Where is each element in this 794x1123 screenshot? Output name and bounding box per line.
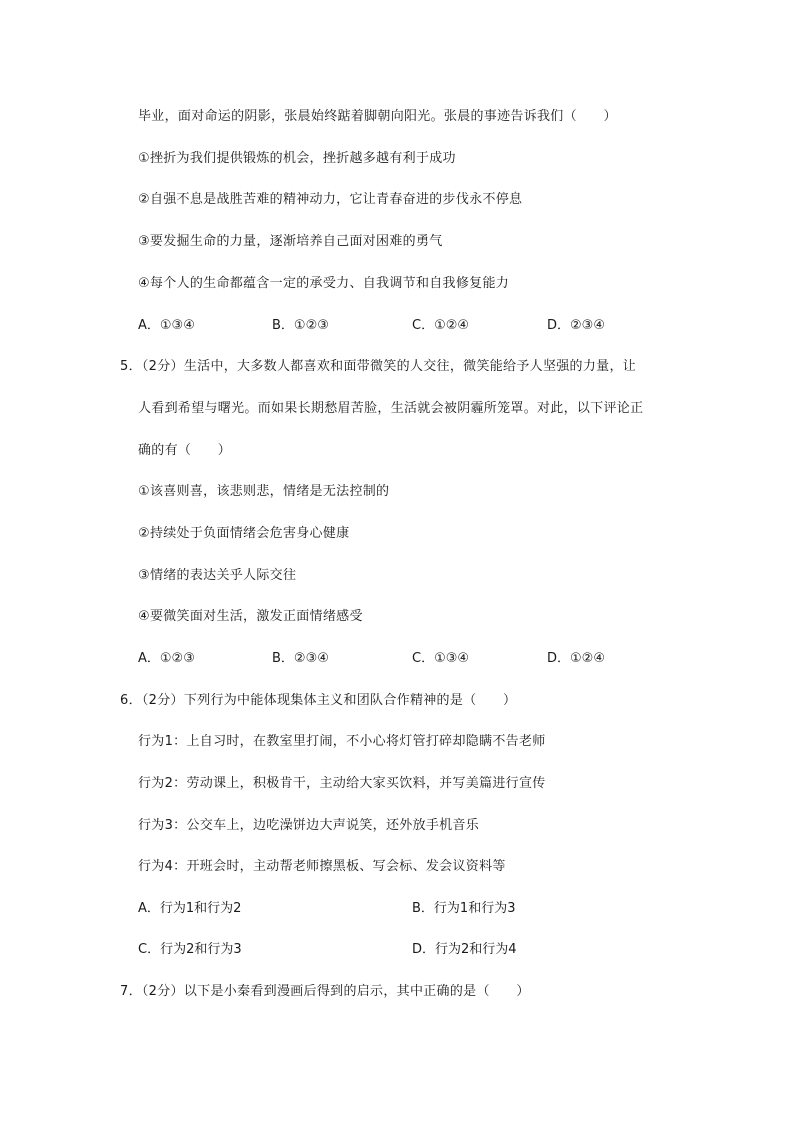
question-5-statement-4: ④要微笑面对生活，激发正面情绪感受 bbox=[138, 609, 363, 624]
question-5-stem-line-3: 确的有（ ） bbox=[138, 443, 232, 458]
question-5-option-d[interactable]: D．①②④ bbox=[547, 651, 605, 666]
question-6-behavior-2: 行为2：劳动课上，积极肯干，主动给大家买饮料，并写美篇进行宣传 bbox=[138, 776, 546, 791]
question-6-stem: 6．（2分）下列行为中能体现集体主义和团队合作精神的是（ ） bbox=[120, 693, 517, 708]
question-5-statement-3: ③情绪的表达关乎人际交往 bbox=[138, 568, 297, 583]
question-6-behavior-4: 行为4：开班会时，主动帮老师擦黑板、写会标、发会议资料等 bbox=[138, 859, 506, 874]
question-7-stem: 7．（2分）以下是小秦看到漫画后得到的启示，其中正确的是（ ） bbox=[120, 984, 530, 999]
question-4-option-b[interactable]: B．①②③ bbox=[272, 318, 329, 333]
question-6-behavior-1: 行为1：上自习时，在教室里打闹，不小心将灯管打碎却隐瞒不告老师 bbox=[138, 734, 546, 749]
question-4-stem-continuation: 毕业，面对命运的阴影，张晨始终踮着脚朝向阳光。张晨的事迹告诉我们（ ） bbox=[138, 109, 617, 124]
question-6-option-c[interactable]: C．行为2和行为3 bbox=[138, 942, 242, 957]
question-5-stem-line-1: 5．（2分）生活中，大多数人都喜欢和面带微笑的人交往，微笑能给予人坚强的力量，让 bbox=[120, 359, 637, 374]
question-4-option-d[interactable]: D．②③④ bbox=[547, 318, 605, 333]
question-4-statement-2: ②自强不息是战胜苦难的精神动力，它让青春奋进的步伐永不停息 bbox=[138, 192, 523, 207]
question-5-option-a[interactable]: A．①②③ bbox=[138, 651, 195, 666]
question-4-statement-4: ④每个人的生命都蕴含一定的承受力、自我调节和自我修复能力 bbox=[138, 276, 510, 291]
question-6-option-a[interactable]: A．行为1和行为2 bbox=[138, 901, 242, 916]
question-6-behavior-3: 行为3：公交车上，边吃澡饼边大声说笑，还外放手机音乐 bbox=[138, 818, 480, 833]
question-6-option-b[interactable]: B．行为1和行为3 bbox=[412, 901, 516, 916]
question-4-option-a[interactable]: A．①③④ bbox=[138, 318, 195, 333]
question-5-option-b[interactable]: B．②③④ bbox=[272, 651, 329, 666]
question-4-statement-1: ①挫折为我们提供锻炼的机会，挫折越多越有利于成功 bbox=[138, 151, 456, 166]
question-5-stem-line-2: 人看到希望与曙光。而如果长期愁眉苦脸，生活就会被阴霾所笼罩。对此，以下评论正 bbox=[138, 401, 644, 416]
question-5-option-c[interactable]: C．①③④ bbox=[412, 651, 470, 666]
question-5-statement-1: ①该喜则喜，该悲则悲，情绪是无法控制的 bbox=[138, 484, 390, 499]
question-4-option-c[interactable]: C．①②④ bbox=[412, 318, 470, 333]
question-6-option-d[interactable]: D．行为2和行为4 bbox=[412, 942, 517, 957]
question-5-statement-2: ②持续处于负面情绪会危害身心健康 bbox=[138, 526, 350, 541]
question-4-statement-3: ③要发掘生命的力量，逐渐培养自己面对困难的勇气 bbox=[138, 234, 443, 249]
